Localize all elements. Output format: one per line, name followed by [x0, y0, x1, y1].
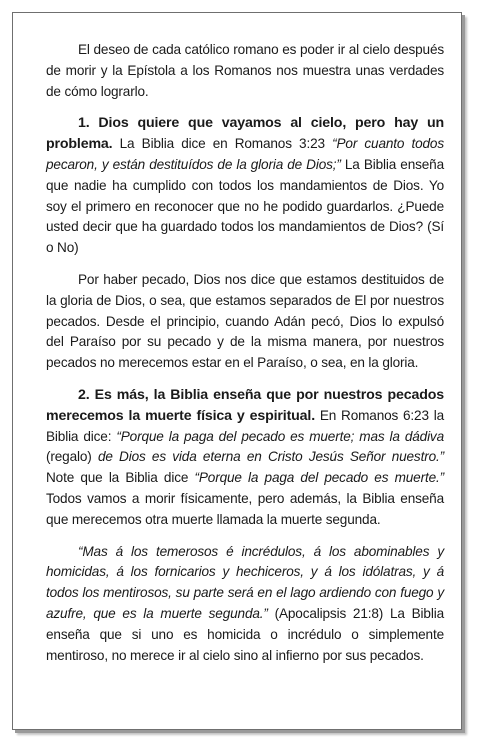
page-sheet — [12, 12, 462, 730]
point-2-text: En Romanos 6:23 la Biblia dice: — [46, 407, 444, 444]
paga-quote: “Porque la paga del pecado es muerte.” — [194, 470, 444, 486]
point-1-text: La Biblia dice en Romanos 3:23 — [112, 136, 333, 152]
point-2-text-end: Todos vamos a morir físicamente, pero además, la Biblia enseña que merecemos otra muerte llamada la muerte segunda. — [46, 490, 444, 527]
romans-6-23-quote-b: de Dios es vida eterna en Cristo Jesús Señor nuestro.” — [97, 449, 444, 465]
paragraph-intro — [46, 40, 444, 102]
document-body — [46, 40, 444, 677]
intro-text: El deseo de cada católico romano es poder ir al cielo después de morir y la Epístola a los Romanos nos muestra unas verdades de cómo lograrlo. — [46, 42, 444, 99]
point-2-regalo: (regalo) — [46, 449, 98, 465]
point-2-text-cont: Note que la Biblia dice — [46, 470, 195, 486]
point-2-heading: 2. Es más, la Biblia enseña que por nuestros pecados merecemos la muerte física y espiritual. — [46, 386, 444, 424]
paragraph-point-1 — [46, 113, 444, 259]
apocalypse-21-8-quote: “Mas á los temerosos é incrédulos, á los abominables y homicidas, á los fornicarios y hechiceros, y á los idólatras, y á todos los mentirosos, su parte será en el lago ardiendo con fuego y azufre, que es la muerte segunda.” — [46, 543, 444, 621]
romans-3-23-quote: “Por cuanto todos pecaron, y están destituídos de la gloria de Dios;” — [46, 136, 444, 172]
paragraph-separation — [46, 270, 444, 374]
apocalypse-text: (Apocalipsis 21:8) La Biblia enseña que si uno es homicida o incrédulo o simplemente mentiroso, no merece ir al cielo sino al infierno por sus pecados. — [46, 605, 444, 663]
paragraph-point-2 — [46, 385, 444, 531]
point-1-text-cont: La Biblia enseña que nadie ha cumplido con todos los mandamientos de Dios. Yo soy el primero en reconocer que no he podido guardarlos. ¿Puede usted decir que ha guardado todos los mandamientos de Dios? (Sí o No) — [46, 156, 444, 256]
paragraph-apocalypse — [46, 542, 444, 667]
separation-text: Por haber pecado, Dios nos dice que estamos destituidos de la gloria de Dios, o sea, que estamos separados de El por nuestros pecados. Desde el principio, cuando Adán pecó, Dios lo expulsó del Paraíso por su pecado y de la misma manera, por nuestros pecados no merecemos estar en el Paraíso, o sea, en la gloria. — [46, 271, 444, 371]
romans-6-23-quote-a: “Porque la paga del pecado es muerte; mas la dádiva — [116, 428, 444, 444]
point-1-heading: 1. Dios quiere que vayamos al cielo, pero hay un problema. — [46, 115, 444, 153]
